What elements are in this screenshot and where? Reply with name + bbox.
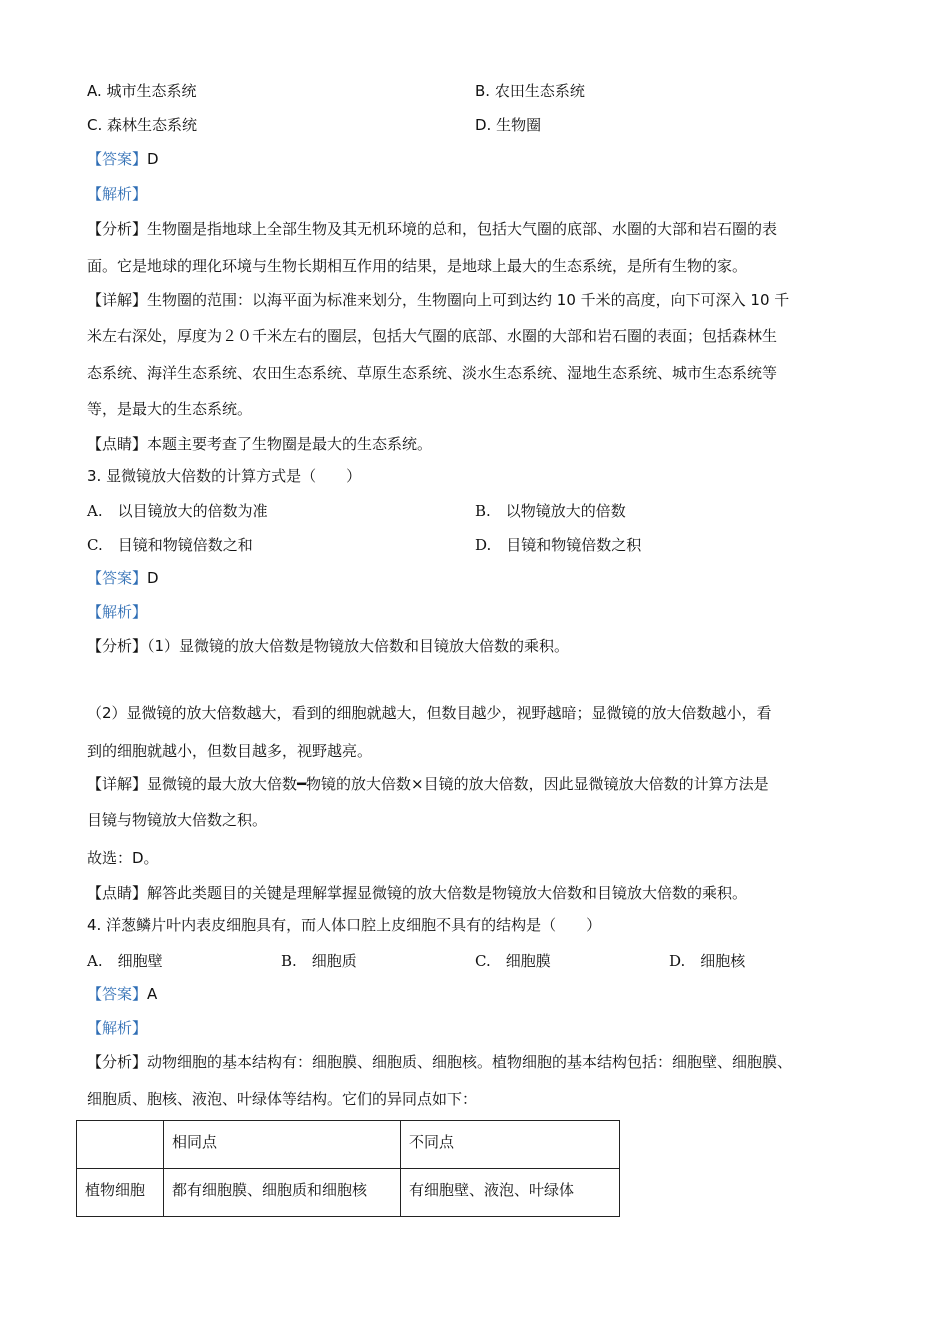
q2-xiangjie-line-1 — [87, 289, 789, 311]
answer-value: D — [147, 150, 159, 168]
q4-fenxi-line-2: 细胞质、胞核、液泡、叶绿体等结构。它们的异同点如下： — [87, 1090, 478, 1108]
q3-guxuan: 故选：D。 — [87, 849, 159, 867]
xiangjie-text: 显微镜的最大放大倍数━物镜的放大倍数×目镜的放大倍数，因此显微镜放大倍数的计算方法是 — [147, 775, 769, 793]
table-cell: 植物细胞 — [77, 1169, 164, 1217]
answer-value: A — [147, 985, 158, 1003]
table-cell: 不同点 — [401, 1121, 620, 1169]
q2-answer — [87, 148, 159, 170]
dianjing-label: 【点睛】 — [87, 884, 148, 902]
q3-fenxi-line-1 — [87, 635, 569, 657]
q4-option-d: D. 细胞核 — [669, 952, 746, 970]
q2-option-b: B. 农田生态系统 — [475, 82, 585, 100]
q3-fenxi-line-3: 到的细胞就越小，但数目越多，视野越亮。 — [87, 742, 373, 760]
q4-stem: 4. 洋葱鳞片叶内表皮细胞具有，而人体口腔上皮细胞不具有的结构是（ ） — [87, 916, 602, 934]
q2-fenxi-line-1 — [87, 218, 777, 240]
q4-answer — [87, 983, 157, 1005]
table-row — [77, 1169, 620, 1217]
dianjing-text: 本题主要考查了生物圈是最大的生态系统。 — [147, 435, 433, 453]
q3-jiexi-label: 【解析】 — [87, 603, 148, 621]
fenxi-label: 【分析】 — [87, 220, 148, 238]
q2-fenxi-line-2: 面。它是地球的理化环境与生物长期相互作用的结果，是地球上最大的生态系统，是所有生物的家。 — [87, 257, 748, 275]
q3-stem: 3. 显微镜放大倍数的计算方式是（ ） — [87, 467, 362, 485]
q2-xiangjie-line-3: 态系统、海洋生态系统、农田生态系统、草原生态系统、淡水生态系统、湿地生态系统、城市生态系统等 — [87, 364, 778, 382]
q3-option-a: A. 以目镜放大的倍数为准 — [87, 502, 268, 520]
q2-option-c: C. 森林生态系统 — [87, 116, 198, 134]
answer-label: 【答案】 — [87, 150, 148, 168]
q3-dianjing — [87, 882, 747, 904]
xiangjie-label: 【详解】 — [87, 291, 148, 309]
fenxi-text: （1）显微镜的放大倍数是物镜放大倍数和目镜放大倍数的乘积。 — [147, 637, 570, 655]
q3-option-d: D. 目镜和物镜倍数之积 — [475, 536, 642, 554]
q2-jiexi-label: 【解析】 — [87, 185, 148, 203]
fenxi-label: 【分析】 — [87, 1053, 148, 1071]
q3-option-c: C. 目镜和物镜倍数之和 — [87, 536, 253, 554]
table-cell: 有细胞壁、液泡、叶绿体 — [401, 1169, 620, 1217]
comparison-table — [76, 1120, 620, 1217]
q2-dianjing — [87, 433, 432, 455]
table-cell — [77, 1121, 164, 1169]
q2-xiangjie-line-4: 等，是最大的生态系统。 — [87, 400, 253, 418]
table-cell: 相同点 — [164, 1121, 401, 1169]
answer-label: 【答案】 — [87, 985, 148, 1003]
q3-xiangjie-line-1 — [87, 773, 769, 795]
q4-option-c: C. 细胞膜 — [475, 952, 551, 970]
q4-fenxi-line-1 — [87, 1051, 792, 1073]
q3-xiangjie-line-2: 目镜与物镜放大倍数之积。 — [87, 811, 268, 829]
q2-option-d: D. 生物圈 — [475, 116, 542, 134]
answer-value: D — [147, 569, 159, 587]
table-cell: 都有细胞膜、细胞质和细胞核 — [164, 1169, 401, 1217]
xiangjie-label: 【详解】 — [87, 775, 148, 793]
q4-jiexi-label: 【解析】 — [87, 1019, 148, 1037]
q4-option-a: A. 细胞壁 — [87, 952, 163, 970]
q3-option-b: B. 以物镜放大的倍数 — [475, 502, 626, 520]
q3-answer — [87, 567, 159, 589]
xiangjie-text: 生物圈的范围：以海平面为标准来划分，生物圈向上可到达约 10 千米的高度，向下可深入 10 千 — [147, 291, 790, 309]
answer-label: 【答案】 — [87, 569, 148, 587]
q2-xiangjie-line-2: 米左右深处，厚度为２０千米左右的圈层，包括大气圈的底部、水圈的大部和岩石圈的表面；包括森林生 — [87, 327, 778, 345]
fenxi-label: 【分析】 — [87, 637, 148, 655]
q2-option-a: A. 城市生态系统 — [87, 82, 197, 100]
q4-option-b: B. 细胞质 — [281, 952, 357, 970]
dianjing-text: 解答此类题目的关键是理解掌握显微镜的放大倍数是物镜放大倍数和目镜放大倍数的乘积。 — [147, 884, 748, 902]
dianjing-label: 【点睛】 — [87, 435, 148, 453]
table-header-row — [77, 1121, 620, 1169]
q3-fenxi-line-2: （2）显微镜的放大倍数越大，看到的细胞就越大，但数目越少，视野越暗；显微镜的放大倍数越小，看 — [87, 704, 772, 722]
fenxi-text: 生物圈是指地球上全部生物及其无机环境的总和，包括大气圈的底部、水圈的大部和岩石圈的表 — [147, 220, 778, 238]
fenxi-text: 动物细胞的基本结构有：细胞膜、细胞质、细胞核。植物细胞的基本结构包括：细胞壁、细胞膜、 — [147, 1053, 793, 1071]
